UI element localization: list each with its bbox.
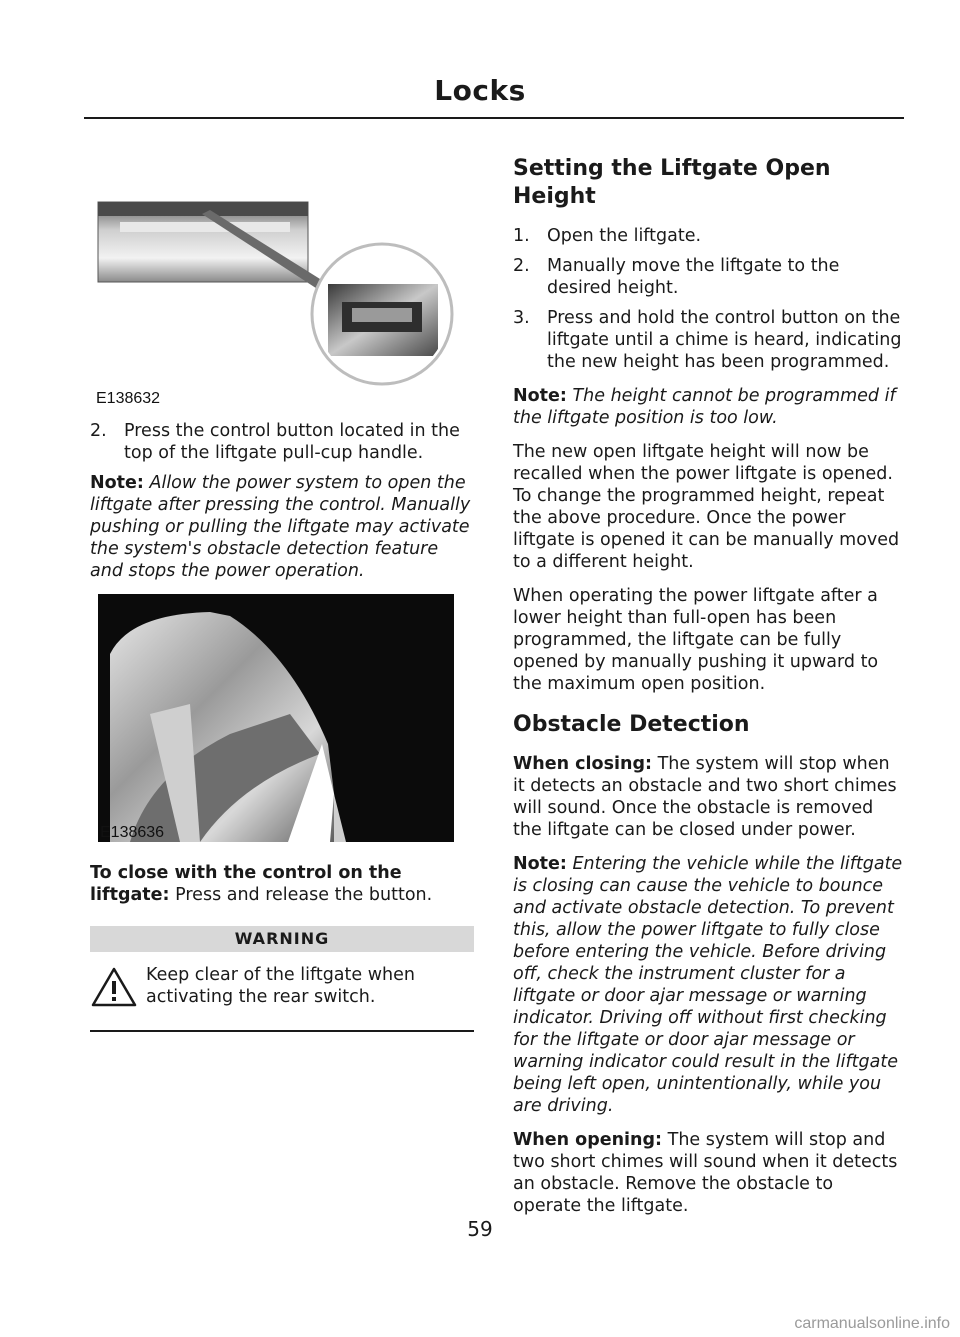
step-number: 3.: [513, 308, 530, 328]
step-item: [90, 420, 474, 464]
step-text: Press and hold the control button on the liftgate until a chime is heard, indicating the new height has been programmed.: [547, 308, 902, 372]
body-paragraph: The new open liftgate height will now be recalled when the power liftgate is opened. To change the programmed height, repeat the above procedure. Once the power liftgate is opened it can be manually moved to a different height.: [513, 442, 900, 572]
opening-text: The system will stop and two short chimes will sound when it detects an obstacle. Remove the obstacle to operate the liftgate.: [513, 1130, 898, 1216]
note-text: Entering the vehicle while the liftgate is closing can cause the vehicle to bounce and activate obstacle detection. To prevent this, allow the power liftgate to fully close before entering the vehicle. Before driving off, check the instrument cluster for a liftgate or door ajar message or warning indicator. Driving off without first checking for the liftgate or door ajar message or warning indicator could result in the liftgate being left open, unintentionally, while you are driving.: [513, 854, 903, 1116]
left-column: [90, 196, 474, 1032]
figure-label: E138632: [96, 390, 161, 407]
note-text: Allow the power system to open the liftgate after pressing the control. Manually pushing or pulling the liftgate may activate the system's obstacle detection feature and stops the power operation.: [90, 473, 471, 581]
figure-liftgate-rear: [90, 594, 474, 844]
warning-title: WARNING: [90, 926, 474, 952]
figure-label: E138636: [100, 824, 165, 841]
close-label: To close with the control on the liftgate:: [90, 863, 402, 905]
step-number: 1.: [513, 226, 530, 246]
figure-liftgate-handle: [90, 196, 474, 410]
step-text: Open the liftgate.: [547, 226, 702, 246]
closing-label: When closing:: [513, 754, 652, 774]
step-number: 2.: [90, 421, 107, 441]
step-item: [513, 307, 903, 373]
opening-paragraph: [513, 1129, 903, 1217]
step-number: 2.: [513, 256, 530, 276]
step-item: [513, 255, 903, 299]
close-instruction: [90, 862, 474, 906]
note-paragraph: [513, 853, 903, 1117]
step-text: Manually move the liftgate to the desired height.: [547, 256, 840, 298]
right-column: [513, 155, 903, 1229]
warning-triangle-icon: [90, 966, 140, 1014]
closing-paragraph: [513, 753, 903, 841]
note-paragraph: [90, 472, 474, 582]
page-title: Locks: [434, 74, 526, 107]
step-text: Press the control button located in the top of the liftgate pull-cup handle.: [124, 421, 460, 463]
warning-box: [90, 926, 474, 1032]
liftgate-rear-illustration: [90, 594, 474, 844]
page-number: 59: [467, 1217, 493, 1241]
note-label: Note:: [513, 854, 567, 874]
section-heading: Setting the Liftgate Open Height: [513, 156, 831, 209]
note-text: The height cannot be programmed if the liftgate position is too low.: [513, 386, 896, 428]
note-label: Note:: [513, 386, 567, 406]
closing-text: The system will stop when it detects an obstacle and two short chimes will sound. Once the obstacle is removed the liftgate can be closed under power.: [513, 754, 897, 840]
close-text: Press and release the button.: [175, 885, 433, 905]
warning-text: Keep clear of the liftgate when activating the rear switch.: [146, 965, 415, 1007]
note-paragraph: [513, 385, 903, 429]
step-item: [513, 225, 903, 247]
opening-label: When opening:: [513, 1130, 663, 1150]
warning-row: [90, 964, 474, 1032]
watermark: carmanualsonline.info: [794, 1315, 950, 1332]
note-label: Note:: [90, 473, 144, 493]
header-divider: [84, 117, 904, 119]
liftgate-handle-illustration: [90, 196, 474, 410]
body-paragraph: When operating the power liftgate after a lower height than full-open has been programmed, the liftgate can be fully opened by manually pushing it upward to the maximum open position.: [513, 586, 879, 694]
section-heading: Obstacle Detection: [513, 712, 750, 737]
